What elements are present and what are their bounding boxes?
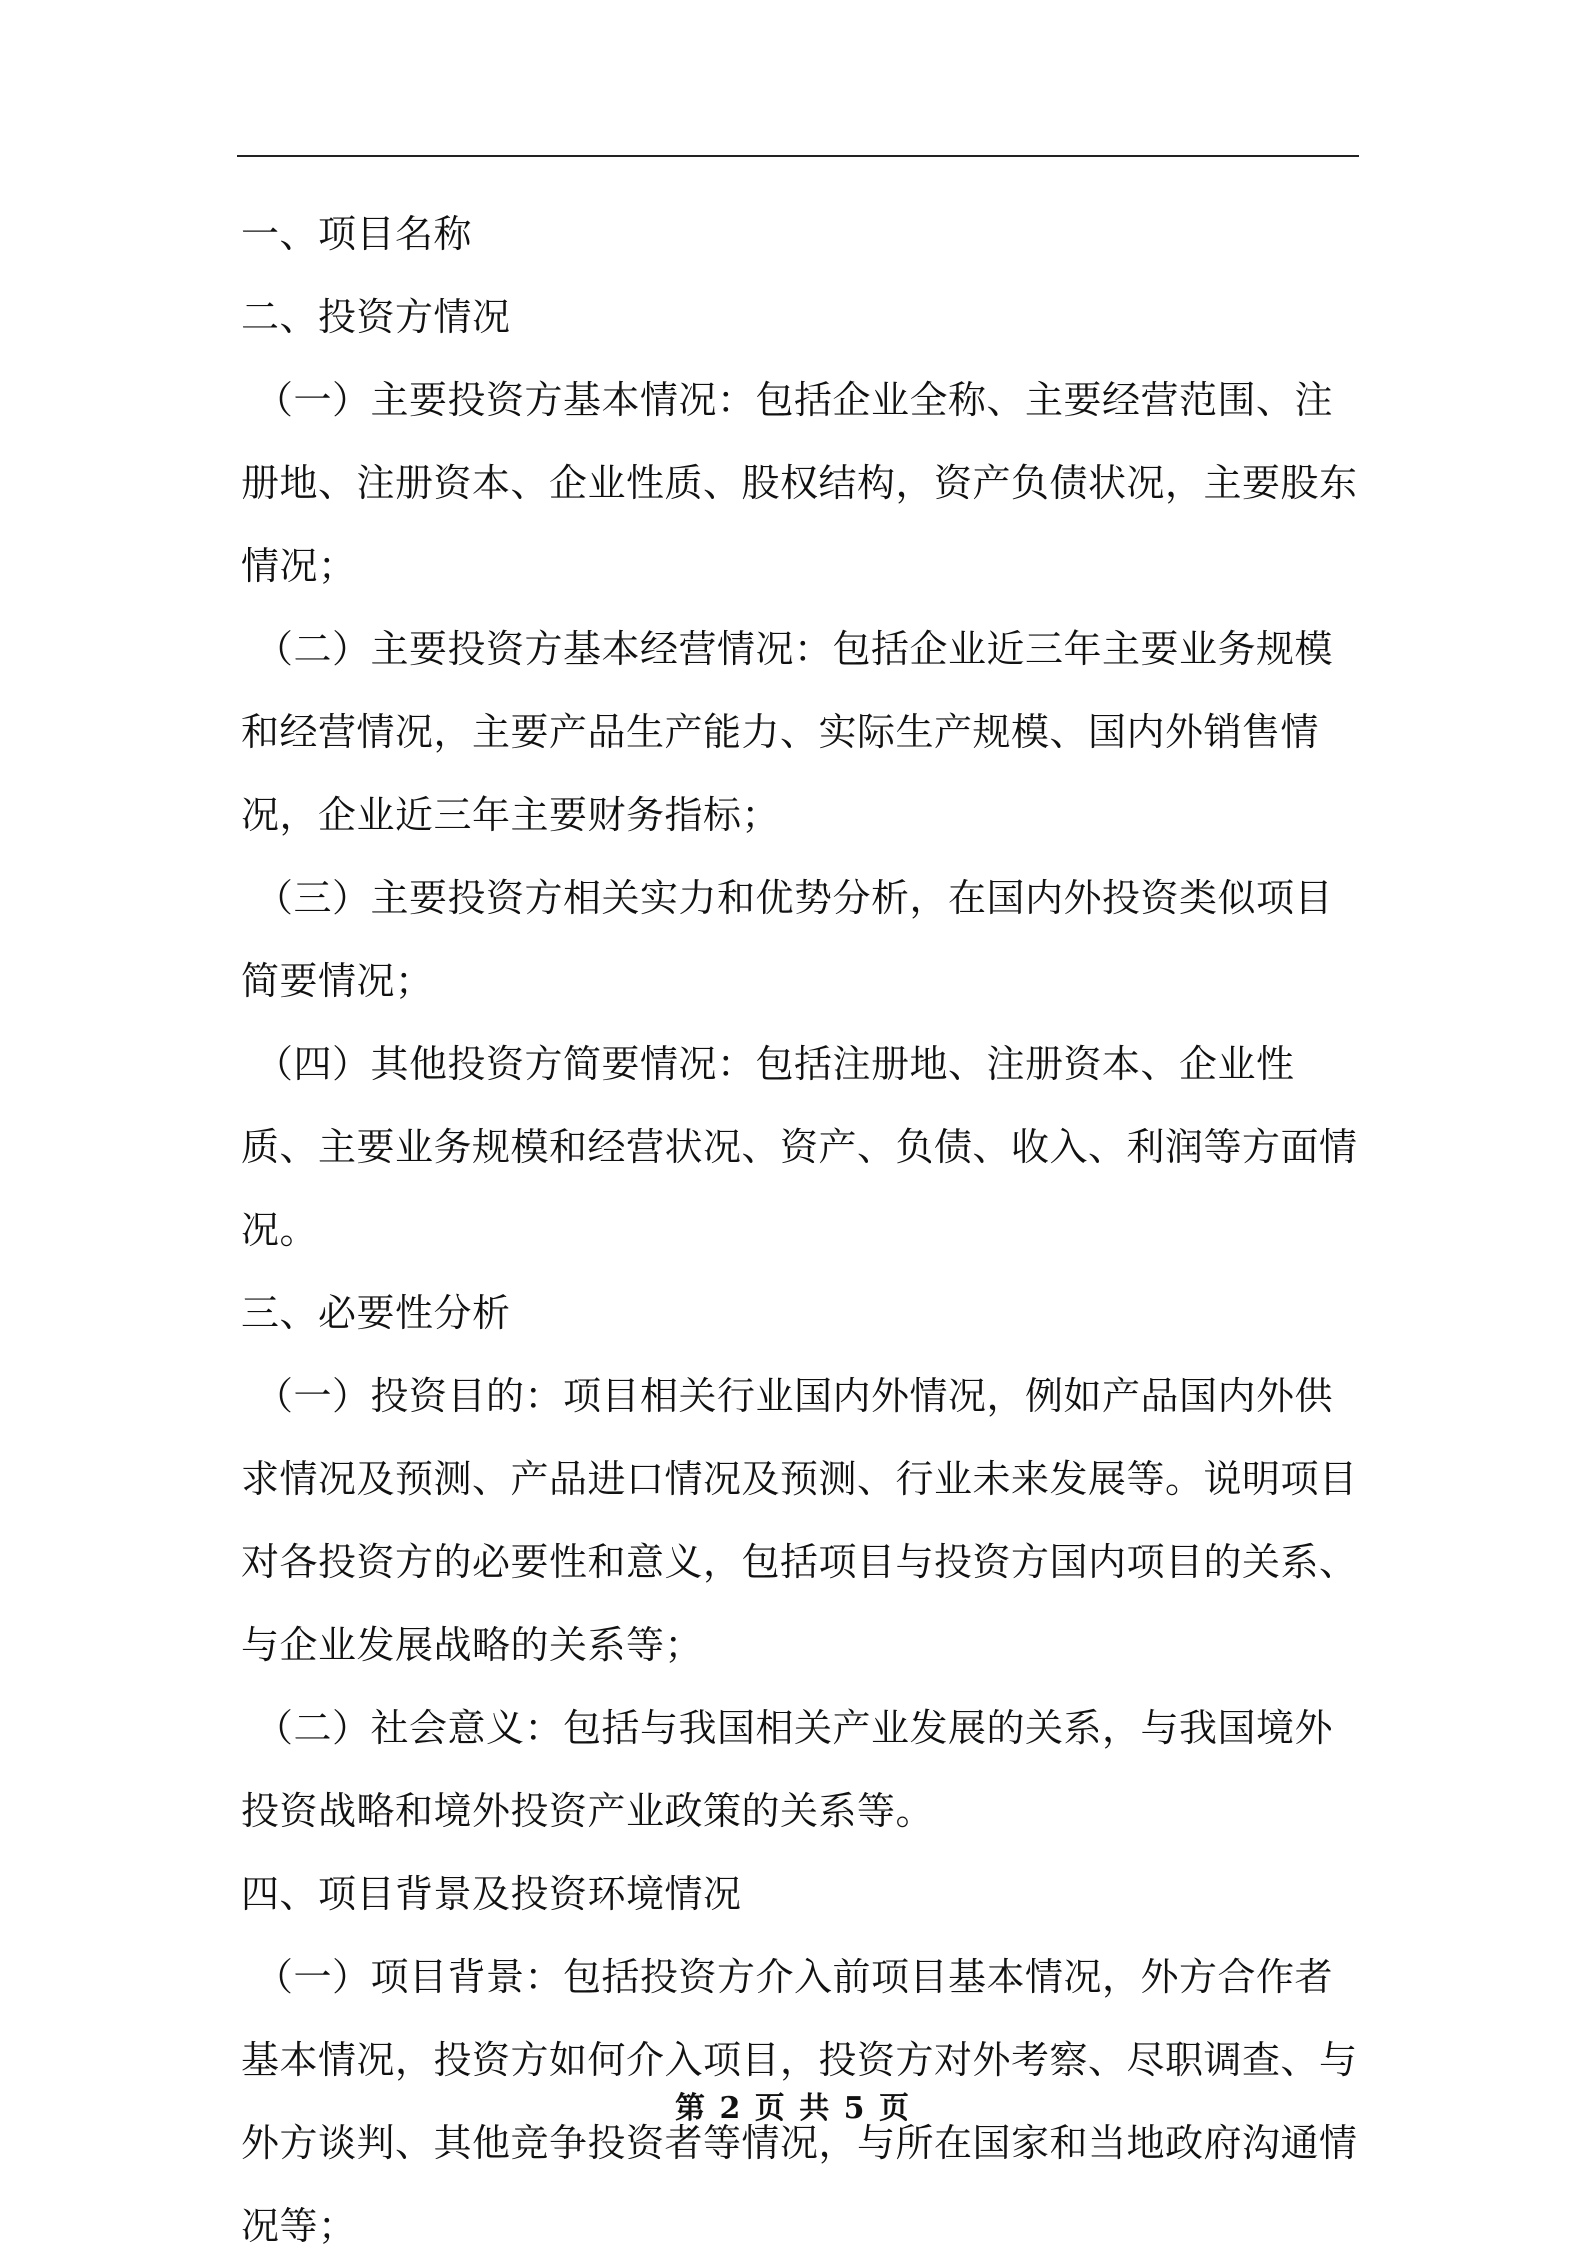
header-rule [237, 155, 1359, 157]
document-body [241, 193, 1359, 2268]
paragraph-other-investors: （四）其他投资方简要情况：包括注册地、注册资本、企业性质、主要业务规模和经营状况、资产、负债、收入、利润等方面情况。 [241, 1042, 1358, 1252]
heading-project-background: 四、项目背景及投资环境情况 [241, 1872, 742, 1916]
paragraph-project-background: （一）项目背景：包括投资方介入前项目基本情况，外方合作者基本情况，投资方如何介入项目，投资方对外考察、尽职调查、与外方谈判、其他竞争投资者等情况，与所在国家和当地政府沟通情况等； [241, 1955, 1358, 2248]
paragraph-social-significance: （二）社会意义：包括与我国相关产业发展的关系，与我国境外投资战略和境外投资产业政策的关系等。 [241, 1706, 1334, 1833]
heading-project-name: 一、项目名称 [241, 212, 473, 256]
paragraph-main-investor-operations: （二）主要投资方基本经营情况：包括企业近三年主要业务规模和经营情况，主要产品生产能力、实际生产规模、国内外销售情况，企业近三年主要财务指标； [241, 627, 1334, 837]
paragraph-main-investor-strength: （三）主要投资方相关实力和优势分析，在国内外投资类似项目简要情况； [241, 876, 1334, 1003]
heading-necessity-analysis: 三、必要性分析 [241, 1291, 511, 1335]
page-number-footer: 第 2 页 共 5 页 [675, 2091, 911, 2126]
heading-investor-info: 二、投资方情况 [241, 295, 511, 339]
paragraph-main-investor-basic: （一）主要投资方基本情况：包括企业全称、主要经营范围、注册地、注册资本、企业性质、股权结构，资产负债状况，主要股东情况； [241, 378, 1358, 588]
paragraph-investment-purpose: （一）投资目的：项目相关行业国内外情况，例如产品国内外供求情况及预测、产品进口情况及预测、行业未来发展等。说明项目对各投资方的必要性和意义，包括项目与投资方国内项目的关系、与企业发展战略的关系等； [241, 1374, 1358, 1667]
